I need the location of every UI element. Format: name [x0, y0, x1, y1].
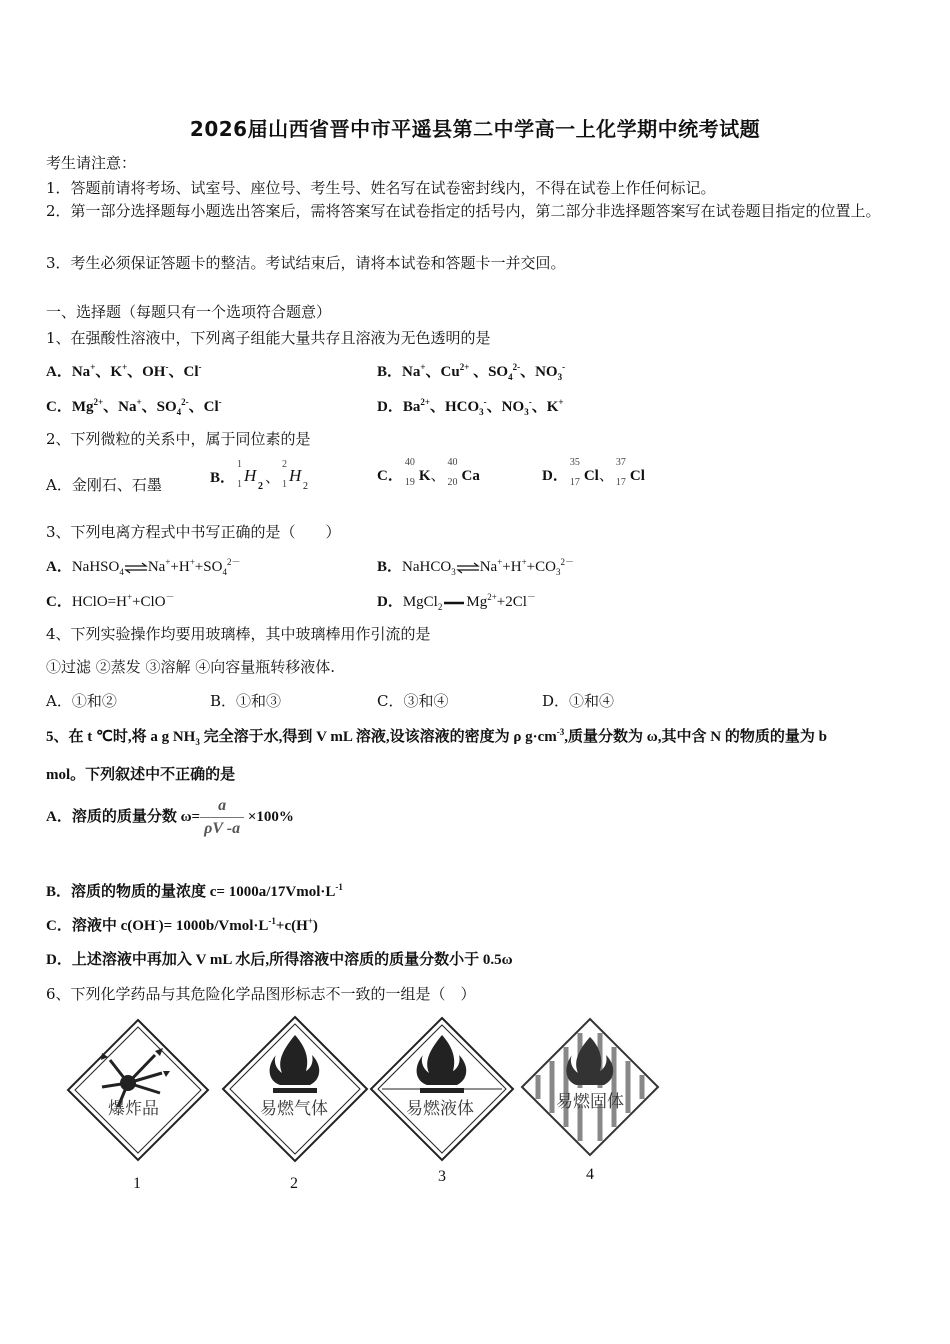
q1-option-b[interactable]: B．Na+、$Cu^{2+}$ 、$SO_4^{2-}$、$NO_3^-$: [377, 362, 566, 382]
fraction-a-over-rhoV-minus-a: $\frac{a}{\rho V -a}$: [200, 797, 244, 838]
sign-number-3: 3: [438, 1168, 446, 1185]
q5-stem-line1: 5、在 t ℃时,将 a g $NH_3$ 完全溶于水,得到 V mL 溶液,设该溶液的密度为 ρ $g\cdot cm^{-3}$,质量分数为 ω,其中含 N 的物质的量为 b: [46, 727, 827, 747]
explosive-sign-icon: [68, 1020, 208, 1160]
sign-number-1: 1: [133, 1175, 141, 1192]
q2-option-c[interactable]: C． 40 19 K、 40 20 Ca: [377, 457, 480, 488]
q1-stem: 1、在强酸性溶液中，下列离子组能大量共存且溶液为无色透明的是: [46, 329, 491, 347]
equilibrium-arrow-icon: [124, 562, 148, 574]
q3-option-b[interactable]: B．NaHCO$_3$ $Na^++H^++CO_3^{2-}$: [377, 557, 574, 577]
q1-option-a[interactable]: A．Na+、K+、OH-、Cl-: [46, 362, 202, 380]
q3-stem: 3、下列电离方程式中书写正确的是（ ）: [46, 523, 341, 541]
q6-stem: 6、下列化学药品与其危险化学品图形标志不一致的一组是（ ）: [46, 985, 476, 1003]
page-title: 2026届山西省晋中市平遥县第二中学高一上化学期中统考试题: [189, 117, 761, 141]
q5-option-b[interactable]: B．溶质的物质的量浓度 $c= 1000a/17Vmol\cdot L^{-1}$: [46, 882, 343, 900]
q3-option-d[interactable]: D．MgCl$_2$ $Mg^{2+}+2Cl^-$: [377, 592, 536, 612]
sign-label-3: 易燃液体: [406, 1099, 474, 1119]
notice-heading: 考生请注意：: [46, 154, 137, 172]
flammable-gas-sign-icon: [223, 1017, 367, 1161]
q1-option-d[interactable]: D．$Ba^{2+}$、$HCO_3^-$、$NO_3^-$、K+: [377, 397, 564, 417]
q3-option-a[interactable]: A．NaHSO$_4$ $Na^++H^++SO_4^{2-}$: [46, 557, 241, 577]
equilibrium-arrow-icon: [456, 562, 480, 574]
q4-option-b[interactable]: B．①和③: [210, 692, 282, 710]
q5-option-a[interactable]: A．溶质的质量分数 ω= $\frac{a}{\rho V -a}$ ×100%: [46, 797, 294, 837]
notice-item-2: 2．第一部分选择题每小题选出答案后，需将答案写在试卷指定的括号内，第二部分非选择题答案写在试卷题目指定的位置上。: [46, 202, 881, 220]
q5-option-d[interactable]: D．上述溶液中再加入 V mL 水后,所得溶液中溶质的质量分数小于 0.5ω: [46, 952, 513, 968]
q5-stem-line2: mol。下列叙述中不正确的是: [46, 767, 236, 783]
sign-label-2: 易燃气体: [260, 1099, 328, 1119]
sign-number-4: 4: [586, 1166, 594, 1183]
sign-label-1: 爆炸品: [108, 1099, 159, 1119]
notice-item-1: 1．答题前请将考场、试室号、座位号、考生号、姓名写在试卷密封线内，不得在试卷上作任何标记。: [46, 179, 716, 197]
equals-arrow-icon: [442, 597, 466, 609]
sign-number-2: 2: [290, 1175, 298, 1192]
q4-option-a[interactable]: A．①和②: [46, 692, 117, 710]
sign-label-4: 易燃固体: [556, 1092, 624, 1112]
notice-item-3: 3．考生必须保证答题卡的整洁。考试结束后，请将本试卷和答题卡一并交回。: [46, 254, 566, 272]
q4-option-d[interactable]: D．①和④: [542, 692, 615, 710]
q2-option-b[interactable]: B． 1 1 H 2 、 2 1 H 2: [210, 459, 309, 492]
q4-option-c[interactable]: C．③和④: [377, 692, 449, 710]
q2-option-a[interactable]: A．金刚石、石墨: [46, 476, 162, 494]
q5-option-c[interactable]: C．溶液中 $c(OH^-)= 1000b/Vmol\cdot L^{-1}+c(H^+)$: [46, 916, 318, 934]
q3-option-c[interactable]: C．HClO=H++ClO－: [46, 592, 175, 610]
q1-option-c[interactable]: C．$Mg^{2+}$、Na+、$SO_4^{2-}$、Cl-: [46, 397, 222, 417]
q4-stem: 4、下列实验操作均要用玻璃棒，其中玻璃棒用作引流的是: [46, 625, 431, 643]
flammable-liquid-sign-icon: [371, 1018, 513, 1160]
q2-stem: 2、下列微粒的关系中，属于同位素的是: [46, 430, 311, 448]
section-heading: 一、选择题（每题只有一个选项符合题意）: [46, 303, 332, 321]
q4-operations: ①过滤 ②蒸发 ③溶解 ④向容量瓶转移液体.: [46, 658, 336, 676]
q2-option-d[interactable]: D． 35 17 Cl、 37 17 Cl: [542, 457, 645, 488]
